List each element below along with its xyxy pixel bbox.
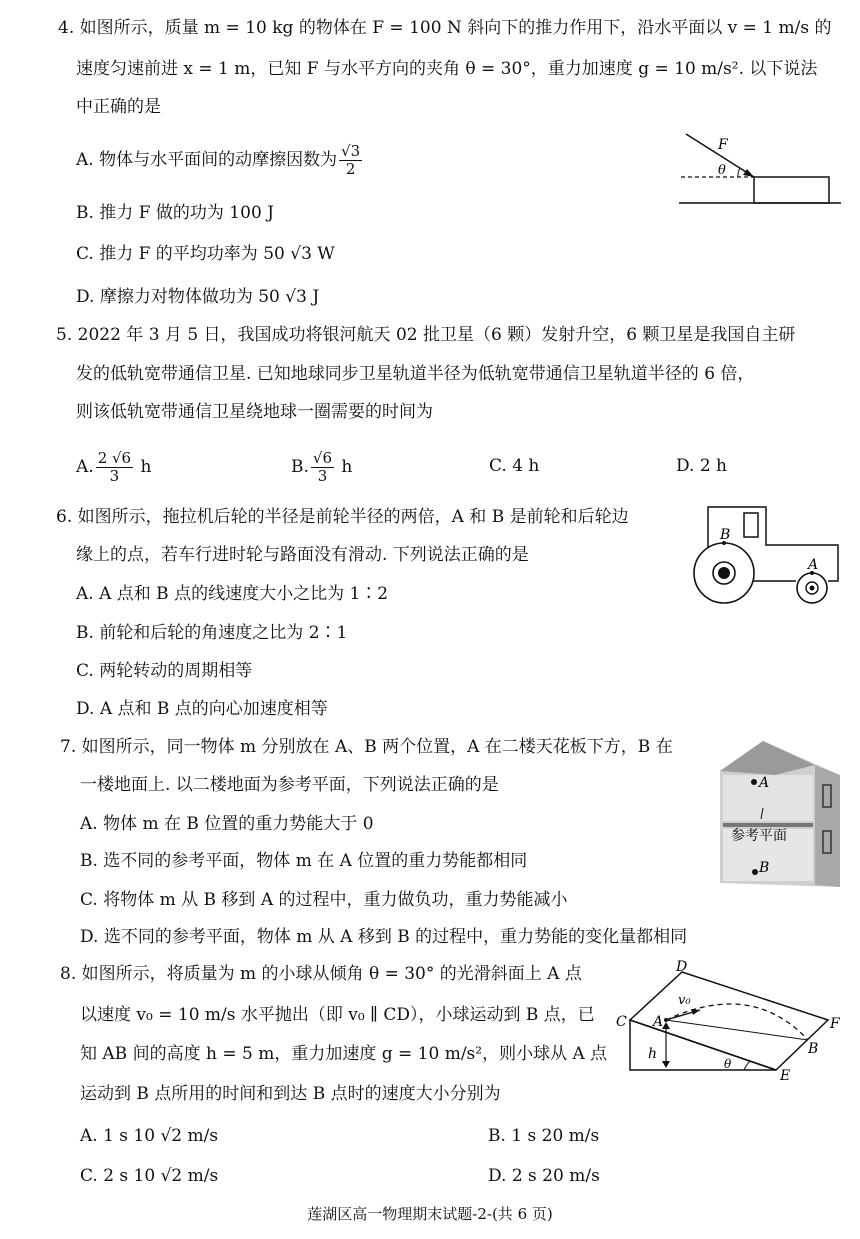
- q4-stem-line-3: 中正确的是: [76, 97, 161, 117]
- q5-option-a-unit: h: [140, 457, 152, 477]
- fraction-numerator: 2 √6: [97, 449, 132, 467]
- fraction-denominator: 3: [109, 467, 120, 485]
- q6-stem-line-2: 缘上的点，若车行进时轮与路面没有滑动. 下列说法正确的是: [76, 545, 529, 565]
- q8-stem-line-3: 知 AB 间的高度 h = 5 m，重力加速度 g = 10 m/s²，则小球从 A 点: [80, 1044, 608, 1064]
- reference-plane-label: 参考平面: [731, 828, 787, 844]
- q4-option-a: [76, 143, 364, 178]
- q5-option-b-fraction: [311, 450, 334, 485]
- q5-option-d: D. 2 h: [676, 456, 727, 476]
- angle-arc: [738, 168, 740, 177]
- q5-stem-line-3: 则该低轨宽带通信卫星绕地球一圈需要的时间为: [76, 402, 433, 422]
- q8-option-b: B. 1 s 20 m/s: [488, 1126, 600, 1146]
- page-footer: 莲湖区高一物理期末试题-2-(共 6 页): [307, 1205, 553, 1223]
- point-a-label: A: [808, 557, 819, 573]
- q7-option-b: B. 选不同的参考平面，物体 m 在 A 位置的重力势能都相同: [80, 851, 528, 871]
- velocity-label: v₀: [678, 993, 691, 1008]
- q5-stem-line-2: 发的低轨宽带通信卫星. 已知地球同步卫星轨道半径为低轨宽带通信卫星轨道半径的 6 倍，: [76, 364, 755, 384]
- fraction-denominator: 2: [345, 160, 356, 178]
- q5-option-b: [291, 450, 352, 485]
- vertex-f-label: F: [830, 1016, 840, 1032]
- vertex-d-label: D: [676, 960, 688, 975]
- q4-option-a-fraction: [339, 143, 362, 178]
- point-b-label: B: [808, 1041, 819, 1057]
- point-a-dot: [751, 779, 757, 785]
- q8-stem-line-4: 运动到 B 点所用的时间和到达 B 点时的速度大小分别为: [80, 1084, 501, 1104]
- q5-option-a-label: A.: [76, 457, 94, 477]
- q7-option-d: D. 选不同的参考平面，物体 m 从 A 移到 B 的过程中，重力势能的变化量都相同: [80, 927, 688, 947]
- point-b-dot: [752, 869, 758, 875]
- q4-option-a-text: A. 物体与水平面间的动摩擦因数为: [76, 150, 338, 170]
- q5-option-b-unit: h: [341, 457, 353, 477]
- velocity-arrowhead: [691, 1009, 700, 1015]
- q4-stem-line-2: 速度匀速前进 x = 1 m，已知 F 与水平方向的夹角 θ = 30°，重力加速度 g = 10 m/s². 以下说法: [76, 59, 818, 79]
- q4-option-d: D. 摩擦力对物体做功为 50 √3 J: [76, 287, 320, 307]
- q8-option-d: D. 2 s 20 m/s: [488, 1166, 600, 1186]
- force-arrowhead: [743, 169, 754, 177]
- q7-option-a: A. 物体 m 在 B 位置的重力势能大于 0: [80, 814, 374, 834]
- q6-option-a: A. A 点和 B 点的线速度大小之比为 1∶2: [76, 584, 389, 604]
- q6-option-b: B. 前轮和后轮的角速度之比为 2∶1: [76, 623, 348, 643]
- height-label: h: [648, 1046, 658, 1062]
- q8-incline-figure: [612, 960, 844, 1082]
- q8-stem-line-1: 8. 如图所示，将质量为 m 的小球从倾角 θ = 30° 的光滑斜面上 A 点: [60, 964, 582, 984]
- rear-wheel-axle: [718, 567, 730, 579]
- q7-building-figure: [715, 735, 840, 887]
- q6-option-d: D. A 点和 B 点的向心加速度相等: [76, 699, 328, 719]
- q4-force-figure: [676, 128, 844, 208]
- point-a-label: A: [759, 775, 770, 791]
- fraction-numerator: √6: [312, 449, 333, 467]
- q5-stem-line-1: 5. 2022 年 3 月 5 日，我国成功将银河航天 02 批卫星（6 颗）发射升空，6 颗卫星是我国自主研: [56, 325, 796, 345]
- front-wheel-axle: [810, 586, 815, 591]
- angle-label: θ: [718, 163, 726, 178]
- q7-stem-line-2: 一楼地面上. 以二楼地面为参考平面，下列说法正确的是: [80, 775, 499, 795]
- q5-option-c: C. 4 h: [489, 456, 540, 476]
- height-arrow-down: [662, 1061, 670, 1068]
- q7-option-c: C. 将物体 m 从 B 移到 A 的过程中，重力做负功，重力势能减小: [80, 890, 568, 910]
- q4-option-b: B. 推力 F 做的功为 100 J: [76, 203, 274, 223]
- trajectory: [666, 1004, 808, 1040]
- point-b-label: B: [720, 527, 731, 543]
- angle-arc: [744, 1061, 750, 1070]
- point-a-dot: [664, 1018, 668, 1022]
- tractor-window: [744, 513, 758, 537]
- block: [754, 177, 829, 203]
- q4-stem-line-1: 4. 如图所示，质量 m = 10 kg 的物体在 F = 100 N 斜向下的推力作用下，沿水平面以 v = 1 m/s 的: [58, 18, 832, 38]
- q8-stem-line-2: 以速度 v₀ = 10 m/s 水平抛出（即 v₀ ∥ CD），小球运动到 B 点，已: [80, 1005, 595, 1025]
- q6-stem-line-1: 6. 如图所示，拖拉机后轮的半径是前轮半径的两倍，A 和 B 是前轮和后轮边: [56, 507, 629, 527]
- vertex-e-label: E: [780, 1068, 791, 1082]
- angle-label: θ: [724, 1057, 732, 1071]
- force-label: F: [718, 137, 728, 153]
- vertex-c-label: C: [616, 1014, 627, 1030]
- q8-option-c: C. 2 s 10 √2 m/s: [80, 1166, 219, 1186]
- q4-option-c: C. 推力 F 的平均功率为 50 √3 W: [76, 244, 335, 264]
- fraction-denominator: 3: [317, 467, 328, 485]
- q7-stem-line-1: 7. 如图所示，同一物体 m 分别放在 A、B 两个位置，A 在二楼天花板下方，B 在: [60, 737, 673, 757]
- q8-option-a: A. 1 s 10 √2 m/s: [80, 1126, 219, 1146]
- q6-tractor-figure: [688, 503, 848, 611]
- q5-option-b-label: B.: [291, 457, 309, 477]
- building-side: [815, 765, 840, 887]
- incline-front-face: [630, 1020, 776, 1070]
- q6-option-c: C. 两轮转动的周期相等: [76, 661, 253, 681]
- point-a-label: A: [653, 1014, 664, 1030]
- fraction-numerator: √3: [341, 142, 361, 160]
- point-b-label: B: [759, 860, 770, 876]
- q5-option-a-fraction: [96, 450, 133, 485]
- q5-option-a: [76, 450, 151, 485]
- height-arrow-up: [662, 1022, 670, 1029]
- ab-line: [666, 1020, 808, 1040]
